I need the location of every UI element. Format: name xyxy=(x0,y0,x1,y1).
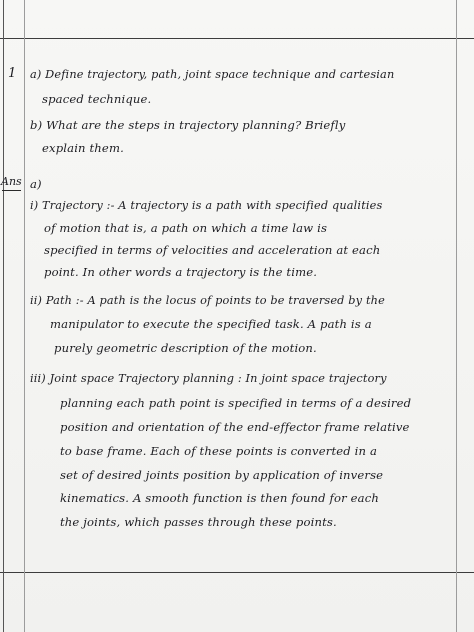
joint-space-line-5: set of desired joints position by application of inverse xyxy=(60,468,384,482)
joint-space-line-7: the joints, which passes through these points. xyxy=(60,515,337,529)
margin-line-outer xyxy=(3,0,4,632)
joint-space-line-2: planning each path point is specified in terms of a desired xyxy=(60,396,412,410)
question-number: 1 xyxy=(8,66,17,81)
answer-part-label: a) xyxy=(30,177,42,191)
joint-space-line-4: to base frame. Each of these points is converted in a xyxy=(60,444,378,458)
trajectory-line-2: of motion that is, a path on which a time law is xyxy=(44,221,328,235)
bottom-rule xyxy=(0,572,474,573)
question-a-line-1: a) Define trajectory, path, joint space technique and cartesian xyxy=(30,68,395,81)
path-line-3: purely geometric description of the motion. xyxy=(54,341,317,355)
path-line-1: ii) Path :- A path is the locus of points to be traversed by the xyxy=(30,294,385,307)
question-a-line-2: spaced technique. xyxy=(42,92,152,106)
joint-space-line-3: position and orientation of the end-effector frame relative xyxy=(60,420,410,434)
top-rule xyxy=(0,38,474,39)
answer-tag-underline xyxy=(2,190,21,191)
answer-tag: Ans xyxy=(1,175,22,188)
margin-line-right xyxy=(456,0,457,632)
trajectory-line-3: specified in terms of velocities and acceleration at each xyxy=(44,243,381,257)
question-b-line-1: b) What are the steps in trajectory planning? Briefly xyxy=(30,118,346,132)
trajectory-line-1: i) Trajectory :- A trajectory is a path with specified qualities xyxy=(30,199,383,212)
joint-space-line-1: iii) Joint space Trajectory planning : In joint space trajectory xyxy=(30,372,387,385)
joint-space-line-6: kinematics. A smooth function is then found for each xyxy=(60,491,379,505)
path-line-2: manipulator to execute the specified task. A path is a xyxy=(50,317,372,331)
trajectory-line-4: point. In other words a trajectory is the time. xyxy=(44,265,318,279)
question-b-line-2: explain them. xyxy=(42,141,124,155)
margin-line-inner xyxy=(24,0,25,632)
